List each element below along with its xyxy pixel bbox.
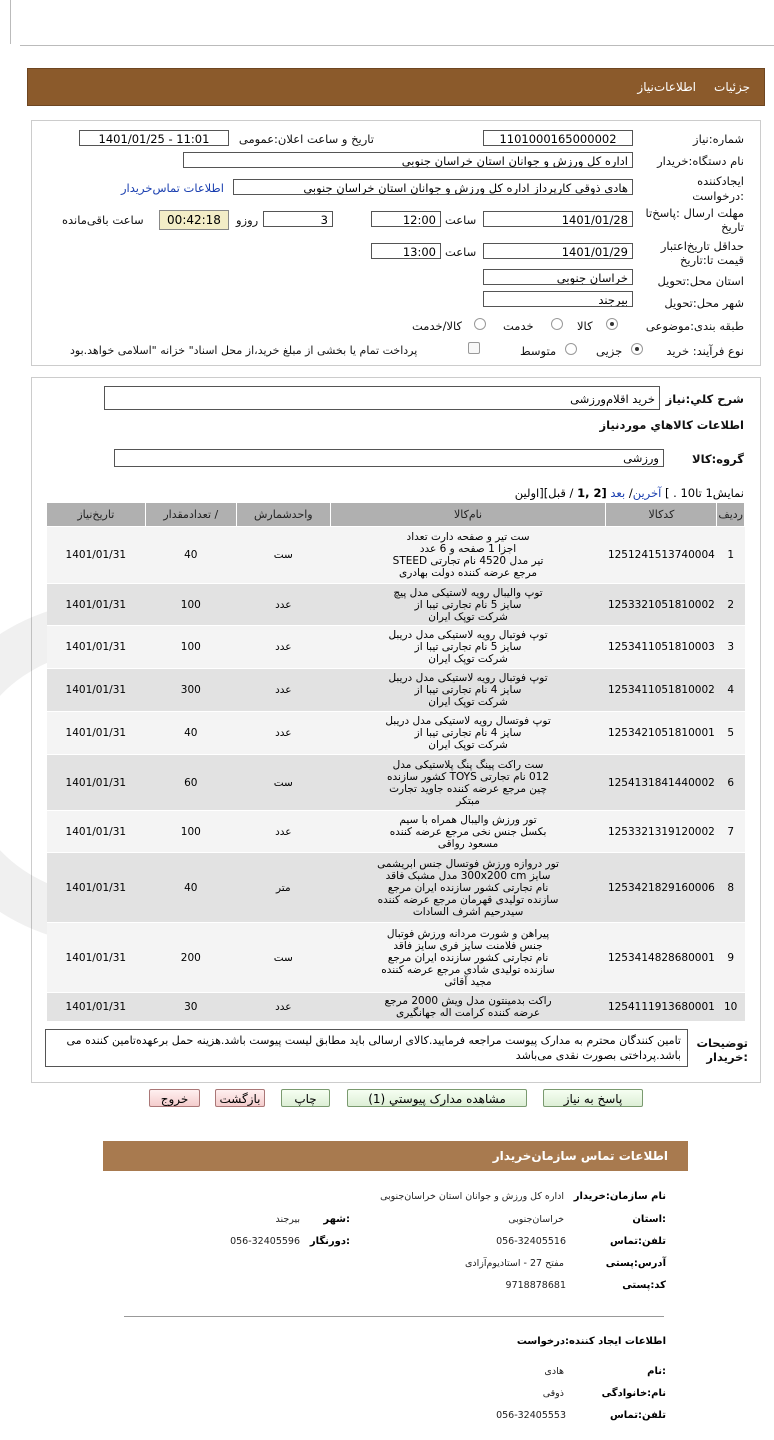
item-name-line: جنس فلامنت سایز فری سایز فاقد bbox=[393, 939, 543, 952]
cell-row-number: 5 bbox=[717, 712, 745, 755]
cell-item-code: 1254111913680001 bbox=[606, 993, 717, 1022]
cell-item-name bbox=[330, 584, 606, 626]
col-date: تاریخ‌نیاز bbox=[47, 503, 146, 527]
contact-fax: 056-32405596 bbox=[230, 1236, 300, 1247]
description-label: شرح کلي:نياز bbox=[665, 392, 744, 406]
item-name-line: سایز 5 نام تجارتی تیبا از bbox=[414, 598, 522, 611]
cell-need-date: 1401/01/31 bbox=[47, 853, 146, 923]
cell-item-code: 1253421829160006 bbox=[606, 853, 717, 923]
contact-postal: 9718878681 bbox=[505, 1280, 566, 1291]
contact-phone-label: تلفن:تماس bbox=[609, 1236, 666, 1247]
cell-unit: ست bbox=[236, 527, 330, 584]
pager-sep: / bbox=[628, 486, 633, 500]
category-service-label: خدمت bbox=[503, 319, 534, 333]
deadline-label-1: مهلت ارسال :پاسخ‌تا bbox=[645, 206, 744, 220]
cell-row-number: 1 bbox=[717, 527, 745, 584]
notes-label-2: :خریدار bbox=[706, 1050, 748, 1064]
contact-postal-label: کد:پستی bbox=[622, 1280, 666, 1291]
cell-item-name bbox=[330, 923, 606, 993]
item-name-line: سازنده تولیدی قهرمان مرجع عرضه کننده bbox=[377, 893, 559, 906]
creator-field: هادی ذوقی کارپرداز اداره کل ورزش و جوانان استان خراسان جنوبی bbox=[233, 179, 633, 195]
items-table bbox=[46, 502, 745, 1022]
col-row: ردیف bbox=[717, 503, 745, 527]
cell-item-code: 1253414828680001 bbox=[606, 923, 717, 993]
cell-quantity: 40 bbox=[145, 712, 236, 755]
contact-org-label: نام سازمان:خریدار bbox=[573, 1191, 666, 1202]
print-button[interactable]: چاپ bbox=[281, 1089, 330, 1107]
cell-item-name bbox=[330, 669, 606, 712]
cell-item-code: 1253421051810001 bbox=[606, 712, 717, 755]
contact-city: بیرجند bbox=[275, 1214, 300, 1225]
pager bbox=[515, 486, 744, 500]
back-button[interactable]: بازگشت bbox=[215, 1089, 265, 1107]
cell-need-date: 1401/01/31 bbox=[47, 626, 146, 669]
header-bar bbox=[27, 68, 765, 106]
item-name-line: توپ فوتسال رویه لاستیکی مدل دریبل bbox=[385, 715, 551, 727]
treasury-payment-checkbox[interactable] bbox=[468, 342, 480, 354]
contact-city-label: :شهر bbox=[323, 1214, 350, 1225]
creator-label-1: ایجادکننده bbox=[697, 174, 744, 188]
creator-name-label: :نام bbox=[647, 1366, 666, 1377]
cell-need-date: 1401/01/31 bbox=[47, 755, 146, 811]
contact-org: اداره کل ورزش و جوانان استان خراسان‌جنوبی bbox=[380, 1191, 564, 1202]
cell-item-name bbox=[330, 755, 606, 811]
item-name-line: مجید آقائی bbox=[444, 975, 492, 988]
cell-item-code: 1253411051810003 bbox=[606, 626, 717, 669]
treasury-payment-note: پرداخت تمام یا بخشی از مبلغ خرید،از محل اسناد" خزانه "اسلامی خواهد.بود bbox=[70, 344, 418, 357]
item-name-line: شرکت توپک ایران bbox=[428, 653, 508, 665]
creator-label-2: :درخواست bbox=[692, 189, 744, 203]
buyer-org-label: نام دستگاه:خریدار bbox=[657, 154, 744, 168]
creator-family-label: نام:خانوادگی bbox=[601, 1388, 666, 1399]
cell-quantity: 40 bbox=[145, 853, 236, 923]
city-label: شهر محل:تحویل bbox=[664, 296, 744, 310]
deadline-date-field: 1401/01/28 bbox=[483, 211, 633, 227]
item-name-line: سایز 4 نام تجارتی تیبا از bbox=[414, 727, 522, 739]
group-label: گروه:کالا bbox=[692, 452, 744, 466]
cell-item-code: 1251241513740004 bbox=[606, 527, 717, 584]
cell-need-date: 1401/01/31 bbox=[47, 811, 146, 853]
tab-details[interactable]: جزئیات bbox=[714, 80, 750, 94]
cell-unit: عدد bbox=[236, 712, 330, 755]
cell-need-date: 1401/01/31 bbox=[47, 527, 146, 584]
deadline-time-field: 12:00 bbox=[371, 211, 441, 227]
cell-item-code: 1253321319120002 bbox=[606, 811, 717, 853]
cell-item-name bbox=[330, 853, 606, 923]
items-table-body bbox=[47, 527, 745, 1022]
announce-label: تاریخ و ساعت اعلان:عمومی bbox=[238, 132, 374, 146]
item-name-line: شرکت توپک ایران bbox=[428, 610, 508, 623]
pager-pages[interactable]: [2 ,1 bbox=[577, 486, 607, 500]
contact-header bbox=[103, 1141, 688, 1171]
cell-unit: عدد bbox=[236, 993, 330, 1022]
item-name-line: شرکت توپک ایران bbox=[428, 696, 508, 708]
province-field: خراسان جنوبی bbox=[483, 269, 633, 285]
item-name-line: ست راکت پینگ پنگ پلاستیکی مدل bbox=[392, 758, 544, 771]
cell-unit: متر bbox=[236, 853, 330, 923]
deadline-label-2: تاریخ bbox=[721, 220, 744, 234]
item-name-line: تور ورزش والیبال همراه با سیم bbox=[399, 813, 537, 826]
cell-quantity: 100 bbox=[145, 584, 236, 626]
item-name-line: ست تیر و صفحه دارت تعداد bbox=[406, 531, 530, 543]
table-row bbox=[47, 811, 745, 853]
cell-unit: عدد bbox=[236, 626, 330, 669]
item-name-line: نام تجارتی کشور سازنده ایران مرجع bbox=[387, 881, 549, 894]
item-name-line: چین مرجع عرضه کننده جاوید تجارت bbox=[389, 782, 547, 795]
pager-next-link[interactable]: بعد bbox=[610, 486, 626, 500]
item-name-line: 012 نام تجارتی TOYS کشور سازنده bbox=[387, 770, 550, 783]
description-field: خرید اقلام‌ورزشی bbox=[104, 386, 660, 410]
table-row bbox=[47, 755, 745, 811]
col-qty: / تعدادمقدار bbox=[145, 503, 236, 527]
exit-button[interactable]: خروج bbox=[149, 1089, 200, 1107]
city-field: بیرجند bbox=[483, 291, 633, 307]
category-service-radio[interactable] bbox=[551, 318, 563, 330]
cell-unit: ست bbox=[236, 755, 330, 811]
item-name-line: پیراهن و شورت مردانه ورزش فوتبال bbox=[386, 927, 550, 940]
creator-family: ذوقی bbox=[542, 1388, 564, 1399]
contact-province-label: :استان bbox=[632, 1214, 666, 1225]
item-name-line: توپ فوتبال رویه لاستیکی مدل دریبل bbox=[388, 629, 548, 641]
need-number-field: 1101000165000002 bbox=[483, 130, 633, 146]
table-row bbox=[47, 993, 745, 1022]
col-name: نام‌کالا bbox=[330, 503, 606, 527]
process-partial-radio[interactable] bbox=[631, 343, 643, 355]
cell-item-code: 1254131841440002 bbox=[606, 755, 717, 811]
remaining-time: 00:42:18 bbox=[159, 210, 229, 230]
process-medium-radio[interactable] bbox=[565, 343, 577, 355]
days-label: روزو bbox=[236, 213, 259, 227]
table-row bbox=[47, 527, 745, 584]
item-name-line: مبتکر bbox=[456, 794, 480, 807]
cell-need-date: 1401/01/31 bbox=[47, 923, 146, 993]
buyer-notes-field: تامین کنندگان محترم به مدارک پیوست مراجعه فرمایید.کالای ارسالی باید مطابق لیست پیوست باشد.هزینه حمل برعهده‌تامین کننده می باشد.پرداختی بصورت نقدی می‌باشد bbox=[45, 1029, 688, 1067]
item-name-line: توپ والیبال رویه لاستیکی مدل پیچ bbox=[393, 586, 543, 599]
contact-title: اطلاعات تماس سازمان‌خریدار bbox=[492, 1149, 668, 1163]
attachments-button[interactable]: مشاهده مدارک پیوستي (1) bbox=[347, 1089, 527, 1107]
deadline-hour-label: ساعت bbox=[445, 213, 477, 227]
pager-last-link[interactable]: آخرین bbox=[632, 486, 662, 500]
item-name-line: سازنده تولیدی شادی مرجع عرضه کننده bbox=[381, 963, 555, 976]
contact-phone: 056-32405516 bbox=[496, 1236, 566, 1247]
cell-quantity: 300 bbox=[145, 669, 236, 712]
category-goods-label: کالا bbox=[577, 319, 593, 333]
table-row bbox=[47, 923, 745, 993]
announce-field: 1401/01/25 - 11:01 bbox=[79, 130, 229, 146]
cell-quantity: 100 bbox=[145, 626, 236, 669]
cell-row-number: 9 bbox=[717, 923, 745, 993]
cell-quantity: 30 bbox=[145, 993, 236, 1022]
cell-need-date: 1401/01/31 bbox=[47, 993, 146, 1022]
cell-item-code: 1253321051810002 bbox=[606, 584, 717, 626]
contact-fax-label: :دورنگار bbox=[309, 1236, 350, 1247]
cell-row-number: 10 bbox=[717, 993, 745, 1022]
category-goods-radio[interactable] bbox=[606, 318, 618, 330]
province-label: استان محل:تحویل bbox=[657, 274, 744, 288]
item-name-line: نام تجارتی کشور سازنده ایران مرجع bbox=[387, 951, 549, 964]
days-field: 3 bbox=[263, 211, 333, 227]
item-name-line: تور دروازه ورزش فوتسال جنس ابریشمی bbox=[377, 857, 559, 870]
cell-unit: عدد bbox=[236, 669, 330, 712]
process-medium-label: متوسط bbox=[520, 344, 557, 358]
cell-row-number: 2 bbox=[717, 584, 745, 626]
cell-item-name bbox=[330, 712, 606, 755]
buyer-org-field: اداره کل ورزش و جوانان استان خراسان جنوبی bbox=[183, 152, 633, 168]
process-partial-label: جزیی bbox=[596, 344, 623, 358]
goods-info-title: اطلاعات کالاهاي مورد‌نياز bbox=[599, 418, 744, 432]
need-number-label: شماره:نیاز bbox=[693, 132, 744, 146]
table-row bbox=[47, 584, 745, 626]
category-label: طبقه بندی:موضوعی bbox=[645, 319, 744, 333]
validity-hour-label: ساعت bbox=[445, 245, 477, 259]
cell-quantity: 200 bbox=[145, 923, 236, 993]
creator-phone-label: تلفن:تماس bbox=[609, 1410, 666, 1421]
pager-range: نمایش1 تا10 . ] bbox=[664, 486, 744, 500]
contact-divider bbox=[124, 1316, 664, 1317]
remaining-label: ساعت باقی‌مانده bbox=[62, 213, 144, 227]
cell-row-number: 7 bbox=[717, 811, 745, 853]
item-name-line: مرجع عرضه کننده دولت بهادری bbox=[399, 567, 538, 579]
cell-row-number: 4 bbox=[717, 669, 745, 712]
item-name-line: توپ فوتبال رویه لاستیکی مدل دریبل bbox=[388, 672, 548, 684]
tab-need-info[interactable]: اطلاعات‌نیاز bbox=[637, 80, 696, 94]
cell-item-code: 1253411051810002 bbox=[606, 669, 717, 712]
item-name-line: سیدرحیم اشرف السادات bbox=[412, 905, 524, 918]
category-goods-service-label: کالا/خدمت bbox=[412, 319, 463, 333]
buyer-contact-link[interactable]: اطلاعات تماس‌خریدار bbox=[121, 181, 224, 195]
cell-item-name bbox=[330, 993, 606, 1022]
contact-address-label: آدرس:پستی bbox=[605, 1258, 666, 1269]
table-row bbox=[47, 626, 745, 669]
item-name-line: شرکت توپک ایران bbox=[428, 739, 508, 751]
cell-row-number: 8 bbox=[717, 853, 745, 923]
item-name-line: تیر مدل 4520 نام تجارتی STEED bbox=[392, 555, 544, 567]
item-name-line: اجزا 1 صفحه و 6 عدد bbox=[419, 543, 517, 555]
cell-quantity: 40 bbox=[145, 527, 236, 584]
pager-prev-first: / قبل][اولین bbox=[514, 486, 574, 500]
cell-item-name bbox=[330, 626, 606, 669]
group-field: ورزشی bbox=[114, 449, 664, 467]
creator-info-title: اطلاعات ایجاد کننده:درخواست bbox=[516, 1336, 666, 1347]
cell-item-name bbox=[330, 811, 606, 853]
table-row bbox=[47, 853, 745, 923]
creator-phone: 056-32405553 bbox=[496, 1410, 566, 1421]
cell-unit: عدد bbox=[236, 811, 330, 853]
col-unit: واحدشمارش bbox=[236, 503, 330, 527]
creator-name: هادی bbox=[544, 1366, 564, 1377]
validity-label-2: قیمت تا:تاریخ bbox=[679, 253, 744, 267]
top-line bbox=[20, 45, 774, 46]
item-name-line: عرضه کننده کرامت اله جهانگیری bbox=[395, 1007, 541, 1019]
item-name-line: سایز 300x200 cm مدل مشبک فاقد bbox=[385, 869, 551, 882]
cell-unit: ست bbox=[236, 923, 330, 993]
contact-address: مفتح 27 - استادیوم‌آزادی bbox=[464, 1258, 564, 1269]
cell-need-date: 1401/01/31 bbox=[47, 669, 146, 712]
item-name-line: سایز 4 نام تجارتی تیبا از bbox=[414, 684, 522, 696]
col-code: کدکالا bbox=[606, 503, 717, 527]
process-label: نوع فرآیند: خرید bbox=[666, 344, 744, 358]
validity-time-field: 13:00 bbox=[371, 243, 441, 259]
cell-quantity: 60 bbox=[145, 755, 236, 811]
contact-province: خراسان‌جنوبی bbox=[508, 1214, 564, 1225]
table-row bbox=[47, 669, 745, 712]
validity-date-field: 1401/01/29 bbox=[483, 243, 633, 259]
cell-quantity: 100 bbox=[145, 811, 236, 853]
cell-row-number: 6 bbox=[717, 755, 745, 811]
cell-need-date: 1401/01/31 bbox=[47, 712, 146, 755]
cell-need-date: 1401/01/31 bbox=[47, 584, 146, 626]
category-goods-service-radio[interactable] bbox=[474, 318, 486, 330]
item-name-line: مسعود رواقی bbox=[437, 837, 499, 850]
item-name-line: بکسل جنس نخی مرجع عرضه کننده bbox=[389, 825, 547, 838]
cell-row-number: 3 bbox=[717, 626, 745, 669]
reply-button[interactable]: پاسخ به نیاز bbox=[543, 1089, 643, 1107]
cell-item-name bbox=[330, 527, 606, 584]
top-divider bbox=[10, 0, 11, 44]
item-name-line: سایز 5 نام تجارتی تیبا از bbox=[414, 641, 522, 653]
cell-unit: عدد bbox=[236, 584, 330, 626]
table-row bbox=[47, 712, 745, 755]
validity-label-1: حداقل تاریخ‌اعتبار bbox=[660, 239, 744, 253]
notes-label-1: توضیحات bbox=[696, 1036, 748, 1050]
item-name-line: راکت بدمینتون مدل ویش 2000 مرجع bbox=[384, 995, 552, 1007]
items-table-header bbox=[47, 503, 745, 527]
